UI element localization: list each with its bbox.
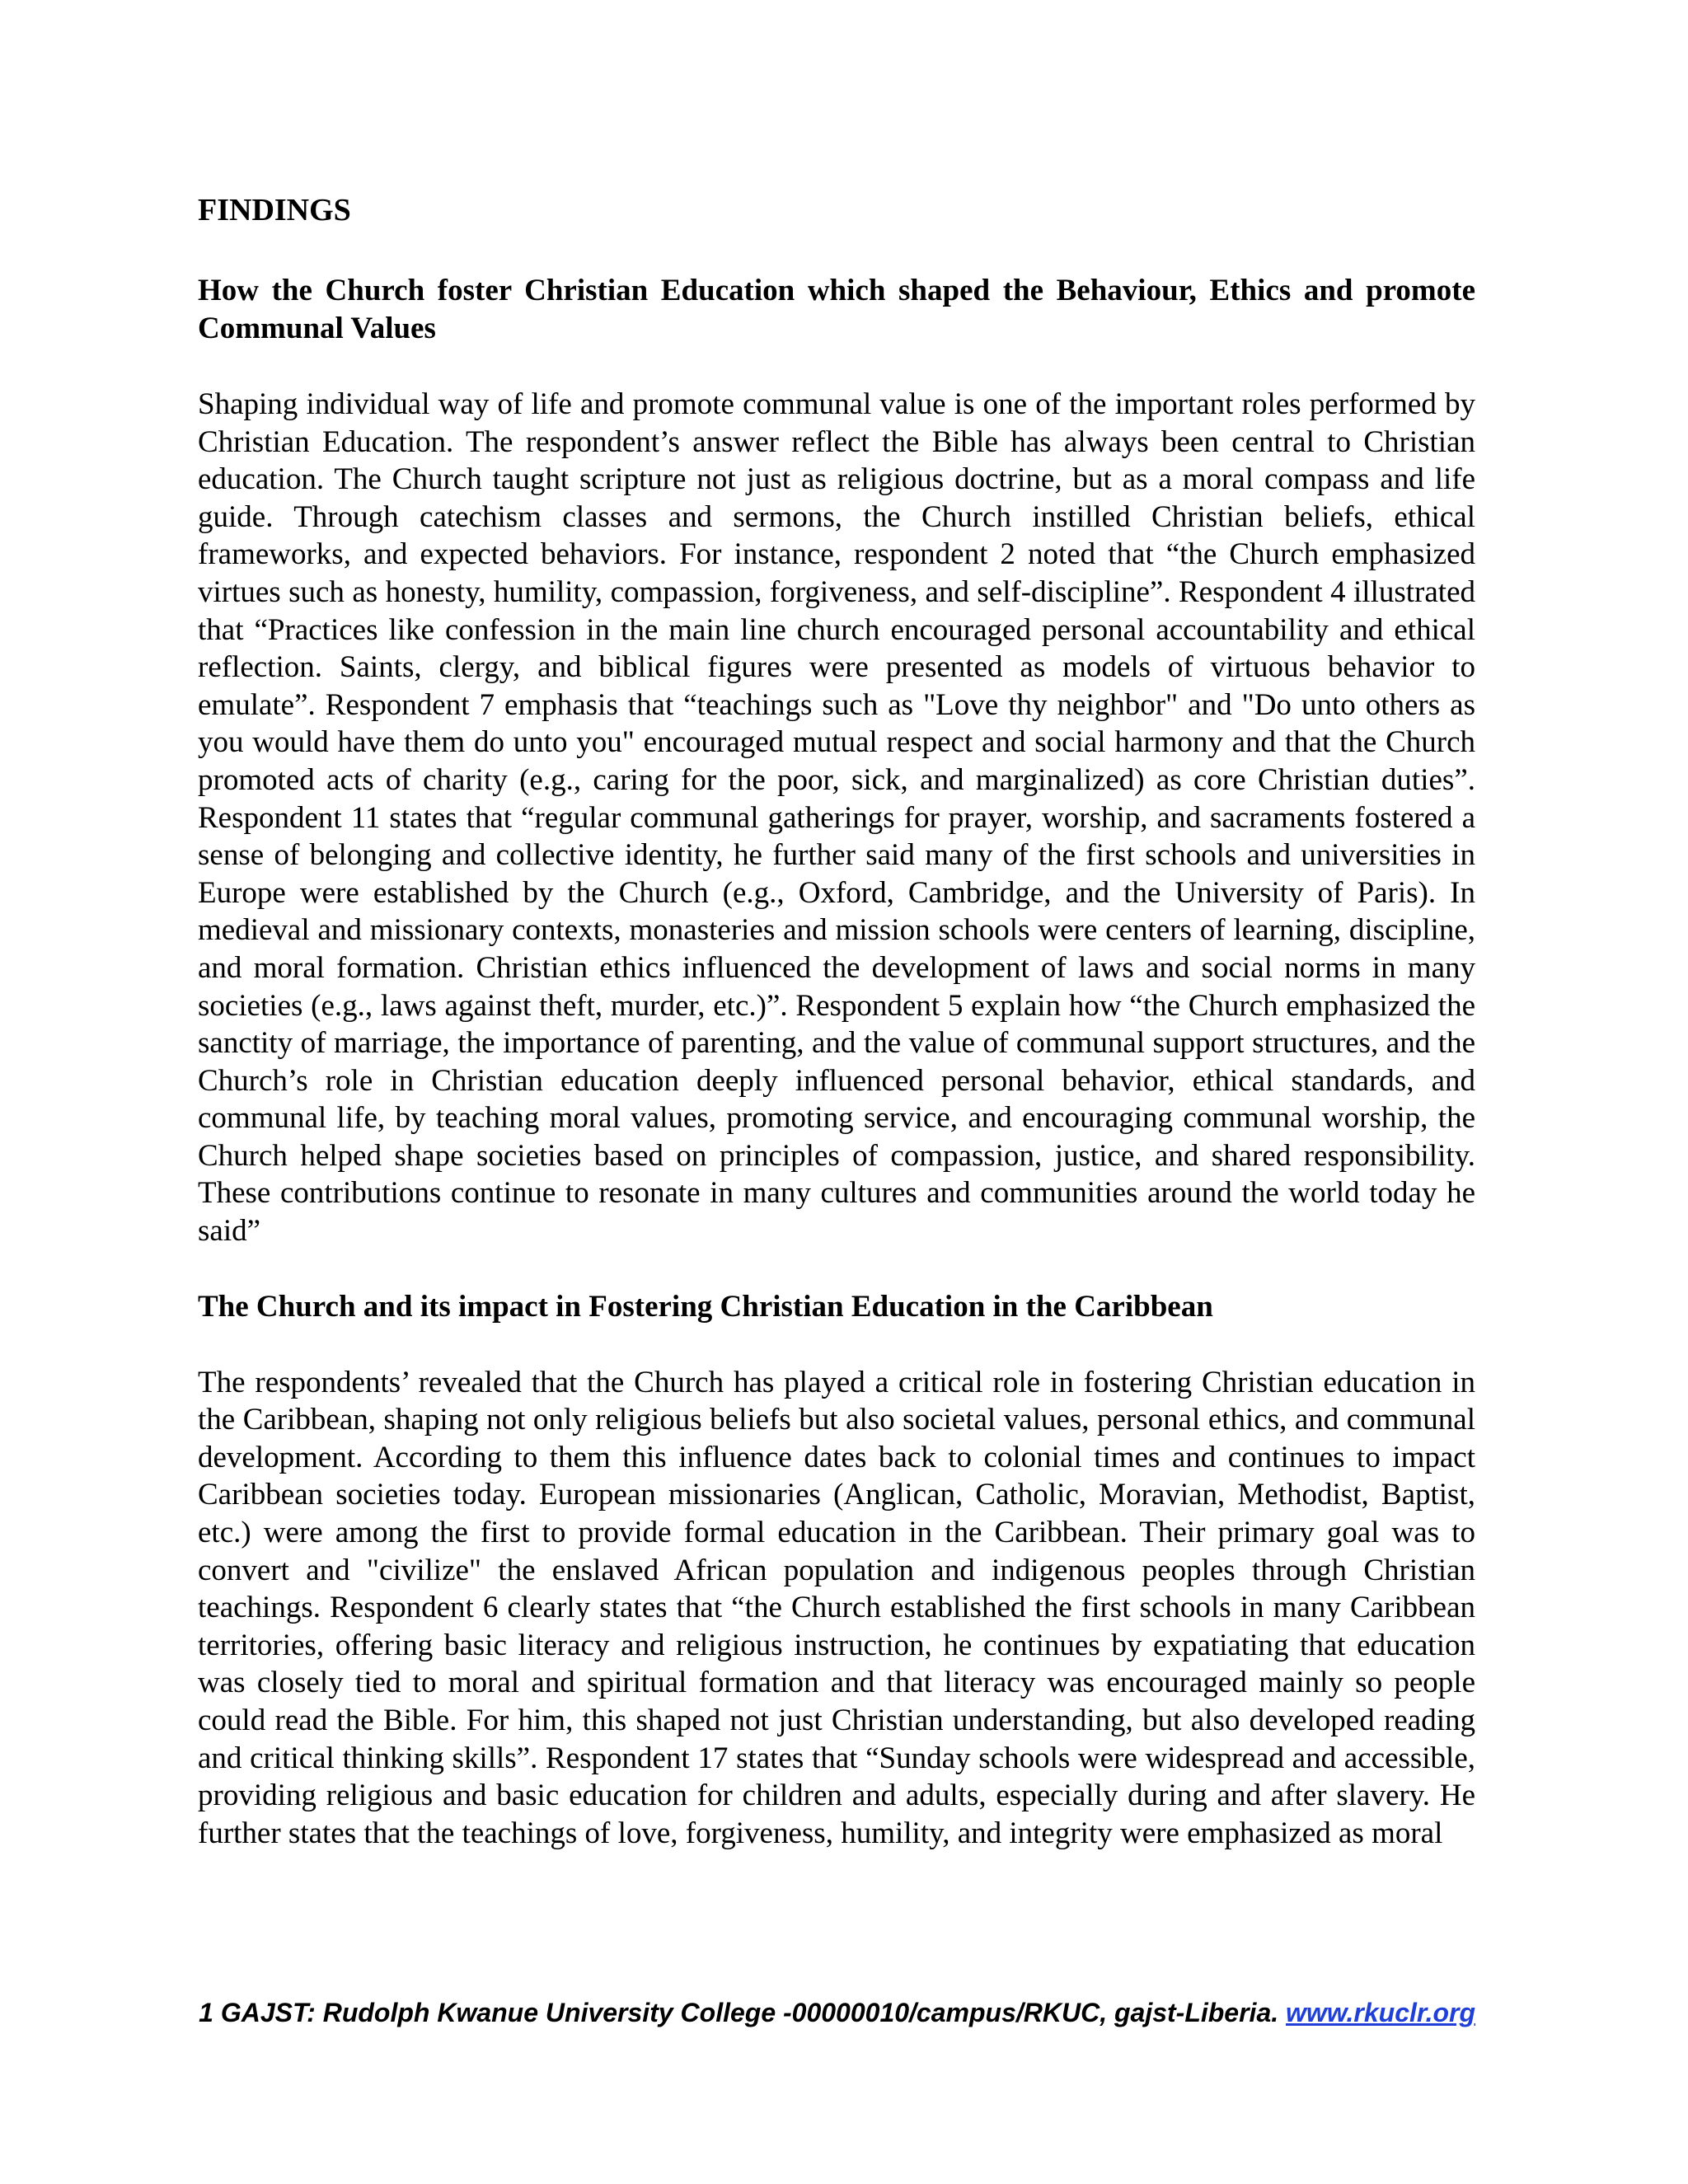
paragraph-behaviour-ethics: Shaping individual way of life and promote communal value is one of the important roles performed by Christian Education. The respondent’s answer reflect the Bible has always been central to Christian education. The Church taught scripture not just as religious doctrine, but as a moral compass and life guide. Through catechism classes and sermons, the Church instilled Christian beliefs, ethical frameworks, and expected behaviors. For instance, respondent 2 noted that “the Church emphasized virtues such as honesty, humility, compassion, forgiveness, and self-discipline”. Respondent 4 illustrated that “Practices like confession in the main line church encouraged personal accountability and ethical reflection. Saints, clergy, and biblical figures were presented as models of virtuous behavior to emulate”. Respondent 7 emphasis that “teachings such as "Love thy neighbor" and "Do unto others as you would have them do unto you" encouraged mutual respect and social harmony and that the Church promoted acts of charity (e.g., caring for the poor, sick, and marginalized) as core Christian duties”. Respondent 11 states that “regular communal gatherings for prayer, worship, and sacraments fostered a sense of belonging and collective identity, he further said many of the first schools and universities in Europe were established by the Church (e.g., Oxford, Cambridge, and the University of Paris). In medieval and missionary contexts, monasteries and mission schools were centers of learning, discipline, and moral formation. Christian ethics influenced the development of laws and social norms in many societies (e.g., laws against theft, murder, etc.)”. Respondent 5 explain how “the Church emphasized the sanctity of marriage, the importance of parenting, and the value of communal support structures, and the Church’s role in Christian education deeply influenced personal behavior, ethical standards, and communal life, by teaching moral values, promoting service, and encouraging communal worship, the Church helped shape societies based on principles of compassion, justice, and shared responsibility. These contributions continue to resonate in many cultures and communities around the world today he said” (198, 387, 1475, 1249)
page-content (198, 191, 1475, 1890)
page-footer (198, 1996, 1475, 2029)
heading-caribbean-impact: The Church and its impact in Fostering Christian Education in the Caribbean (198, 1289, 1213, 1324)
footer-website-link[interactable]: www.rkuclr.org (1286, 1998, 1475, 2027)
heading-church-fostering-education: How the Church foster Christian Education which shaped the Behaviour, Ethics and promote Communal Values (198, 274, 1475, 345)
paragraph-caribbean: The respondents’ revealed that the Church has played a critical role in fostering Christian education in the Caribbean, shaping not only religious beliefs but also societal values, personal ethics, and communal development. According to them this influence dates back to colonial times and continues to impact Caribbean societies today. European missionaries (Anglican, Catholic, Moravian, Methodist, Baptist, etc.) were among the first to provide formal education in the Caribbean. Their primary goal was to convert and "civilize" the enslaved African population and indigenous peoples through Christian teachings. Respondent 6 clearly states that “the Church established the first schools in many Caribbean territories, offering basic literacy and religious instruction, he continues by expatiating that education was closely tied to moral and spiritual formation and that literacy was encouraged mainly so people could read the Bible. For him, this shaped not just Christian understanding, but also developed reading and critical thinking skills”. Respondent 17 states that “Sunday schools were widespread and accessible, providing religious and basic education for children and adults, especially during and after slavery. He further states that the teachings of love, forgiveness, humility, and integrity were emphasized as moral (198, 1365, 1475, 1850)
footer-citation: 1 GAJST: Rudolph Kwanue University College -00000010/campus/RKUC, gajst-Liberia. (199, 1998, 1287, 2027)
section-title: FINDINGS (198, 193, 351, 227)
